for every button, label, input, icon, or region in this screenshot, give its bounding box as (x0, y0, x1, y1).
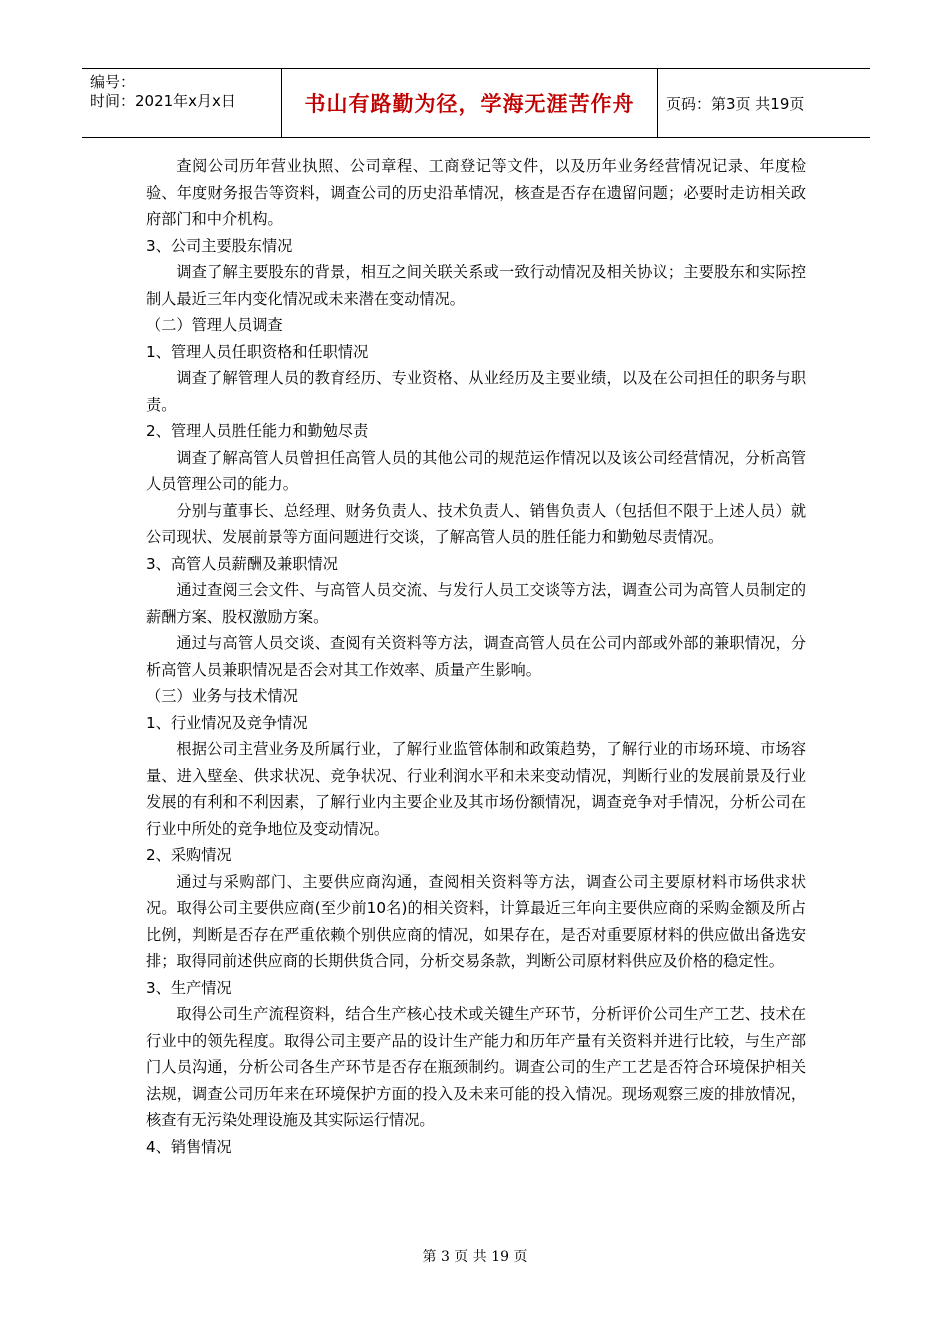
body-paragraph: 查阅公司历年营业执照、公司章程、工商登记等文件，以及历年业务经营情况记录、年度检验、年度财务报告等资料，调查公司的历史沿革情况，核查是否存在遗留问题；必要时走访相关政府部门和中介机构。 (146, 157, 806, 228)
section-heading: （三）业务与技术情况 (146, 687, 298, 705)
section-heading: 2、管理人员胜任能力和勤勉尽责 (146, 422, 369, 440)
body-paragraph: 根据公司主营业务及所属行业，了解行业监管体制和政策趋势，了解行业的市场环境、市场容量、进入壁垒、供求状况、竞争状况、行业利润水平和未来变动情况，判断行业的发展前景及行业发展的有利和不利因素，了解行业内主要企业及其市场份额情况，调查竞争对手情况，分析公司在行业中所处的竞争地位及变动情况。 (146, 740, 806, 838)
header-meta (82, 69, 282, 137)
body-paragraph: 分别与董事长、总经理、财务负责人、技术负责人、销售负责人（包括但不限于上述人员）就公司现状、发展前景等方面问题进行交谈，了解高管人员的胜任能力和勤勉尽责情况。 (146, 501, 806, 546)
body-paragraph: 调查了解主要股东的背景，相互之间关联关系或一致行动情况及相关协议；主要股东和实际控制人最近三年内变化情况或未来潜在变动情况。 (146, 263, 806, 308)
header-page-info: 页码：第3页 共19页 (666, 94, 805, 113)
section-heading: 4、销售情况 (146, 1137, 232, 1156)
body-paragraph: 通过与高管人员交谈、查阅有关资料等方法，调查高管人员在公司内部或外部的兼职情况，分析高管人员兼职情况是否会对其工作效率、质量产生影响。 (146, 634, 806, 679)
body-paragraph: 调查了解高管人员曾担任高管人员的其他公司的规范运作情况以及该公司经营情况，分析高管人员管理公司的能力。 (146, 448, 806, 493)
body-paragraph: 取得公司生产流程资料，结合生产核心技术或关键生产环节，分析评价公司生产工艺、技术在行业中的领先程度。取得公司主要产品的设计生产能力和历年产量有关资料并进行比较，与生产部门人员沟通，分析公司各生产环节是否存在瓶颈制约。调查公司的生产工艺是否符合环境保护相关法规，调查公司历年来在环境保护方面的投入及未来可能的投入情况。现场观察三废的排放情况，核查有无污染处理设施及其实际运行情况。 (146, 1005, 806, 1129)
section-heading: 1、行业情况及竞争情况 (146, 713, 308, 732)
section-heading: 1、管理人员任职资格和任职情况 (146, 342, 369, 361)
section-heading: （二）管理人员调查 (146, 316, 283, 334)
section-heading: 3、生产情况 (146, 978, 232, 997)
header-slogan: 书山有路勤为径，学海无涯苦作舟 (304, 92, 635, 116)
document-number-label: 编号： (90, 73, 136, 91)
section-heading: 3、公司主要股东情况 (146, 236, 293, 255)
document-body (146, 153, 806, 1160)
page-footer: 第 3 页 共 19 页 (422, 1249, 528, 1265)
body-paragraph: 调查了解管理人员的教育经历、专业资格、从业经历及主要业绩，以及在公司担任的职务与职责。 (146, 369, 806, 414)
section-heading: 2、采购情况 (146, 846, 232, 864)
section-heading: 3、高管人员薪酬及兼职情况 (146, 554, 338, 573)
document-date: 时间：2021年x月x日 (90, 92, 236, 110)
body-paragraph: 通过与采购部门、主要供应商沟通，查阅相关资料等方法，调查公司主要原材料市场供求状况。取得公司主要供应商(至少前10名)的相关资料，计算最近三年向主要供应商的采购金额及所占比例，判断是否存在严重依赖个别供应商的情况，如果存在，是否对重要原材料的供应做出备选安排；取得同前述供应商的长期供货合同，分析交易条款，判断公司原材料供应及价格的稳定性。 (146, 872, 806, 970)
header-slogan-cell (282, 69, 658, 137)
body-paragraph: 通过查阅三会文件、与高管人员交流、与发行人员工交谈等方法，调查公司为高管人员制定的薪酬方案、股权激励方案。 (146, 581, 806, 626)
page-header (82, 68, 870, 138)
